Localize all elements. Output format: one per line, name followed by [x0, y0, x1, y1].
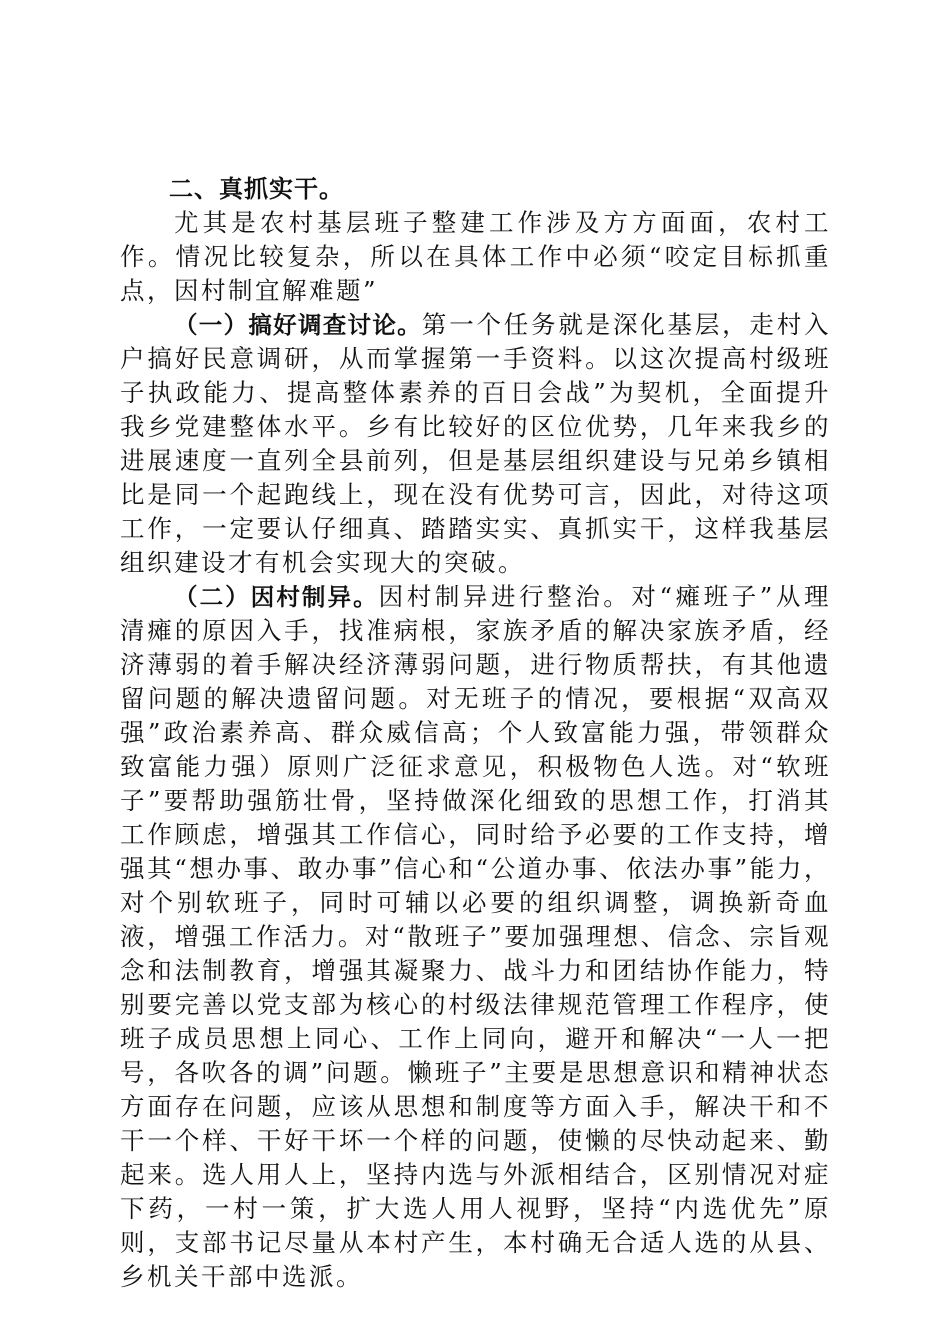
paragraph-investigation	[120, 308, 831, 580]
paragraph-village-specific	[120, 580, 831, 1294]
paragraph-village-specific-lead: （二）因村制异。	[174, 583, 379, 611]
paragraph-investigation-lead: （一）搞好调查讨论。	[174, 311, 422, 339]
paragraph-investigation-text: 第一个任务就是深化基层，走村入户搞好民意调研，从而掌握第一手资料。以这次提高村级班子执政能力、提高整体素养的百日会战”为契机，全面提升我乡党建整体水平。乡有比较好的区位优势，几年来我乡的进展速度一直列全县前列，但是基层组织建设与兄弟乡镇相比是同一个起跑线上，现在没有优势可言，因此，对待这项工作，一定要认仔细真、踏踏实实、真抓实干，这样我基层组织建设才有机会实现大的突破。	[120, 310, 832, 577]
document-body	[120, 172, 831, 1294]
section-heading: 二、真抓实干。	[169, 175, 344, 203]
paragraph-intro	[120, 206, 831, 308]
paragraph-intro-text: 尤其是农村基层班子整建工作涉及方方面面，农村工作。情况比较复杂，所以在具体工作中必须“咬定目标抓重点，因村制宜解难题”	[120, 208, 831, 305]
paragraph-village-specific-text: 因村制异进行整治。对“瘫班子”从理清瘫的原因入手，找准病根，家族矛盾的解决家族矛盾，经济薄弱的着手解决经济薄弱问题，进行物质帮扶，有其他遗留问题的解决遗留问题。对无班子的情况，要根据“双高双强”政治素养高、群众威信高；个人致富能力强，带领群众致富能力强）原则广泛征求意见，积极物色人选。对“软班子”要帮助强筋壮骨，坚持做深化细致的思想工作，打消其工作顾虑，增强其工作信心，同时给予必要的工作支持，增强其“想办事、敢办事”信心和“公道办事、依法办事”能力，对个别软班子，同时可辅以必要的组织调整，调换新奇血液，增强工作活力。对“散班子”要加强理想、信念、宗旨观念和法制教育，增强其凝聚力、战斗力和团结协作能力，特别要完善以党支部为核心的村级法律规范管理工作程序，使班子成员思想上同心、工作上同向，避开和解决“一人一把号，各吹各的调”问题。懒班子”主要是思想意识和精神状态方面存在问题，应该从思想和制度等方面入手，解决干和不干一个样、干好干坏一个样的问题，使懒的尽快动起来、勤起来。选人用人上，坚持内选与外派相结合，区别情况对症下药，一村一策，扩大选人用人视野，坚持“内选优先”原则，支部书记尽量从本村产生，本村确无合适人选的从县、乡机关干部中选派。	[120, 582, 831, 1291]
